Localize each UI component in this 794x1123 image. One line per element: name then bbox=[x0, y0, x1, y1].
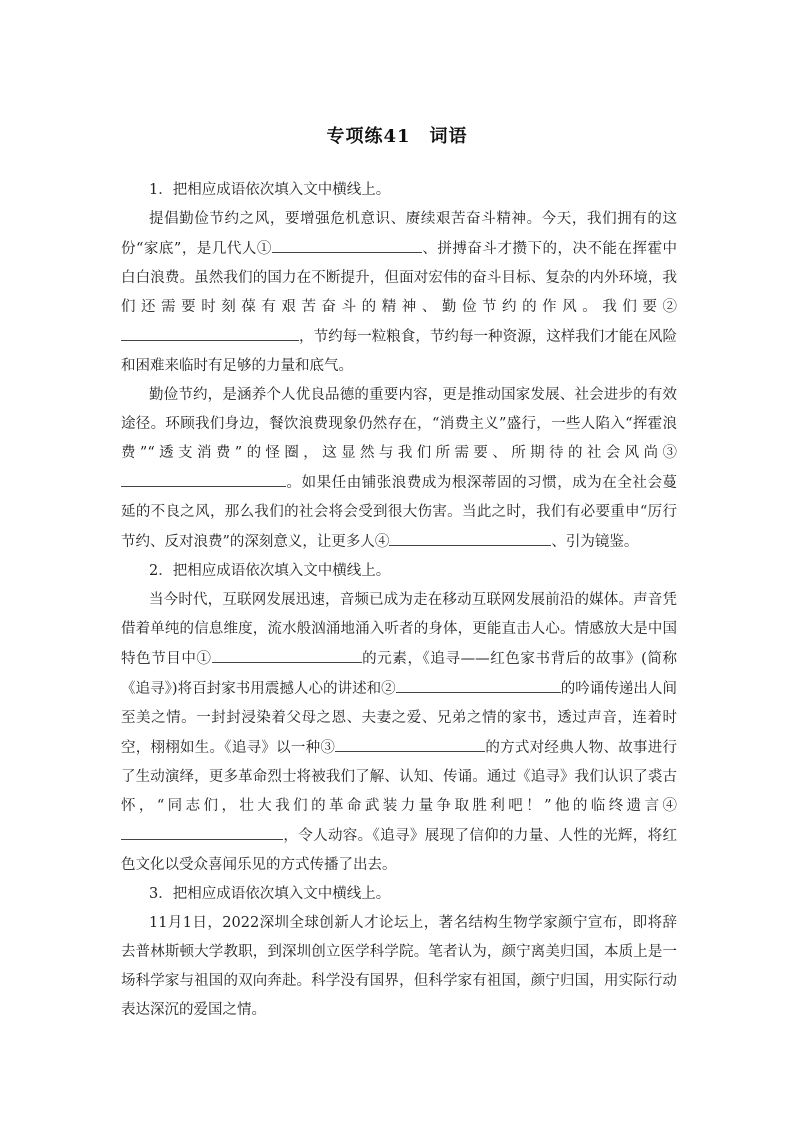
q2-instruction-text: 2．把相应成语依次填入文中横线上。 bbox=[149, 563, 391, 579]
answer-blank[interactable] bbox=[389, 527, 551, 546]
q2-p1-text-e: ，令人动容。《追寻》展现了信仰的力量、人性的光辉，将红色文化以受众喜闻乐见的方式传播了出去。 bbox=[121, 828, 677, 873]
q1-paragraph-2 bbox=[121, 381, 677, 557]
answer-blank[interactable] bbox=[121, 468, 286, 487]
answer-blank[interactable] bbox=[121, 322, 299, 341]
answer-blank[interactable] bbox=[121, 821, 283, 840]
q1-paragraph-1 bbox=[121, 205, 677, 381]
q2-paragraph-1 bbox=[121, 586, 677, 880]
q3-p1-text: 11月1日，2022深圳全球创新人才论坛上，著名结构生物学家颜宁宣布，即将辞去普林斯顿大学教职，到深圳创立医学科学院。笔者认为，颜宁离美归国，本质上是一场科学家与祖国的双向奔赴。科学没有国界，但科学家有祖国，颜宁归国，用实际行动表达深沉的爱国之情。 bbox=[121, 915, 677, 1018]
q3-instruction bbox=[121, 880, 677, 909]
q3-instruction-text: 3．把相应成语依次填入文中横线上。 bbox=[149, 886, 391, 902]
q1-p2-text-c: 、引为镜鉴。 bbox=[551, 534, 639, 550]
q1-instruction-text: 1．把相应成语依次填入文中横线上。 bbox=[149, 182, 391, 198]
q2-p1-text-c: 的吟诵传递出人间至美之情。一封封浸染着父母之恩、夫妻之爱、兄弟之情的家书，透过声音，连着时空，栩栩如生。《追寻》以一种③ bbox=[121, 681, 677, 756]
q2-instruction bbox=[121, 557, 677, 586]
q1-p1-text-b: 、拼搏奋斗才攒下的，决不能在挥霍中白白浪费。虽然我们的国力在不断提升，但面对宏伟的奋斗目标、复杂的内外环境，我们还需要时刻葆有艰苦奋斗的精神、勤俭节约的作风。我们要② bbox=[121, 241, 678, 315]
q2-p1-text-d: 的方式对经典人物、故事进行了生动演绎，更多革命烈士将被我们了解、认知、传诵。通过《追寻》我们认识了裘古怀，“同志们，壮大我们的革命武装力量争取胜利吧！”他的临终遗言④ bbox=[121, 740, 678, 814]
page-title: 专项练41 词语 bbox=[326, 126, 468, 147]
q1-p2-text-a: 勤俭节约，是涵养个人优良品德的重要内容，更是推动国家发展、社会进步的有效途径。环顾我们身边，餐饮浪费现象仍然存在，“消费主义”盛行，一些人陷入“挥霍浪费”“透支消费”的怪圈，这显然与我们所需要、所期待的社会风尚③ bbox=[121, 387, 677, 461]
document-body bbox=[121, 176, 677, 1025]
answer-blank[interactable] bbox=[212, 644, 362, 663]
answer-blank[interactable] bbox=[396, 674, 561, 693]
q2-p1-text-b: 的元素，《追寻——红色家书背后的故事》(简称《追寻》)将百封家书用震撼人心的讲述和② bbox=[121, 651, 678, 697]
q1-p2-text-b: 。如果任由铺张浪费成为根深蒂固的习惯，成为在全社会蔓延的不良之风，那么我们的社会将会受到很大伤害。当此之时，我们有必要重申“厉行节约、反对浪费”的深刻意义，让更多人④ bbox=[121, 475, 677, 550]
answer-blank[interactable] bbox=[335, 733, 485, 752]
q1-p1-text-c: ，节约每一粒粮食，节约每一种资源，这样我们才能在风险和困难来临时有足够的力量和底气。 bbox=[121, 329, 677, 374]
q2-p1-text-a: 当今时代，互联网发展迅速，音频已成为走在移动互联网发展前沿的媒体。声音凭借着单纯的信息维度，流水般汹涌地涌入听者的身体，更能直击人心。情感放大是中国特色节目中① bbox=[121, 592, 677, 667]
q1-p1-text-a: 提倡勤俭节约之风，要增强危机意识、赓续艰苦奋斗精神。今天，我们拥有的这份“家底”，是几代人① bbox=[121, 211, 677, 257]
q1-instruction bbox=[121, 176, 677, 205]
answer-blank[interactable] bbox=[272, 234, 422, 253]
q3-paragraph-1 bbox=[121, 909, 677, 1025]
